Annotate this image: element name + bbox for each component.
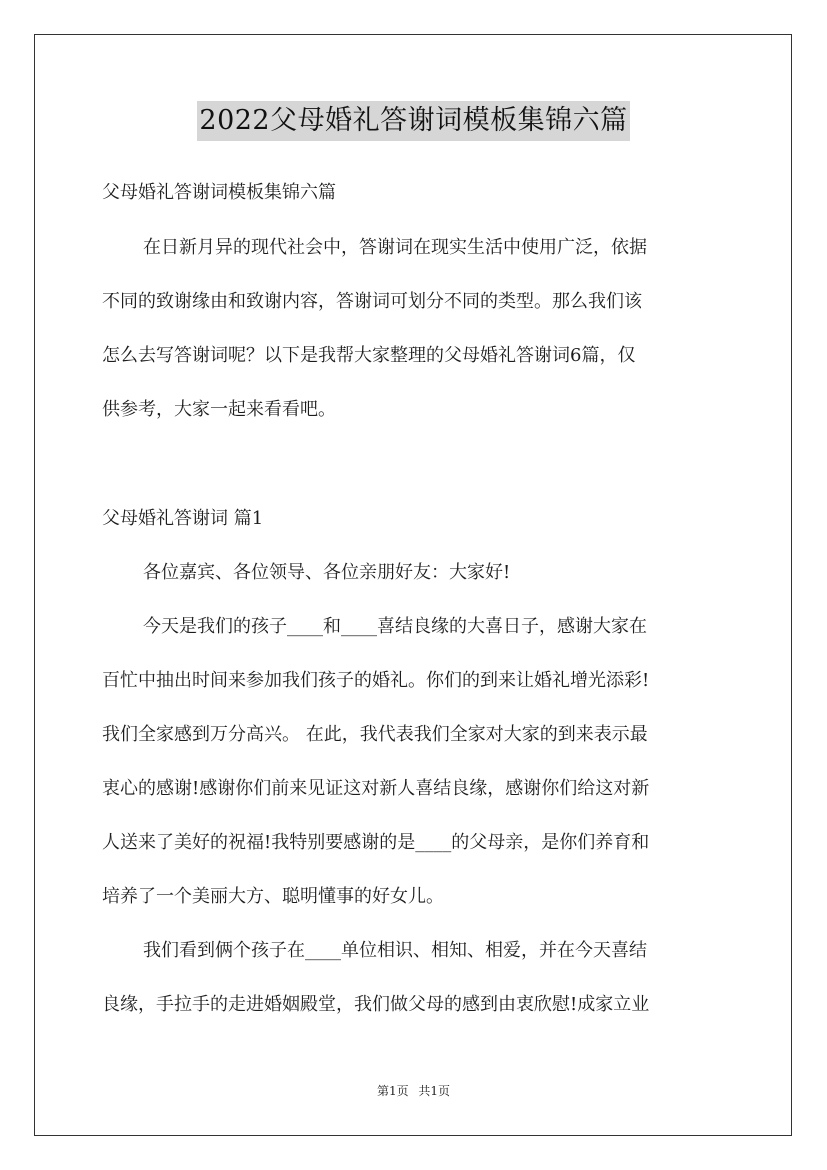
paragraph-line: 良缘，手拉手的走进婚姻殿堂，我们做父母的感到由衷欣慰!成家立业 [102,994,650,1015]
paragraph-line: 我们看到俩个孩子在____单位相识、相知、相爱，并在今天喜结 [143,940,647,961]
paragraph-line: 衷心的感谢!感谢你们前来见证这对新人喜结良缘，感谢你们给这对新 [102,778,650,799]
page-footer [0,1083,827,1099]
subtitle-line: 父母婚礼答谢词模板集锦六篇 [102,182,336,203]
paragraph-line: 今天是我们的孩子____和____喜结良缘的大喜日子，感谢大家在 [143,616,647,637]
title-container [0,101,827,141]
paragraph-line: 怎么去写答谢词呢？以下是我帮大家整理的父母婚礼答谢词6篇，仅 [102,345,636,366]
paragraph-line: 供参考，大家一起来看看吧。 [102,399,336,420]
paragraph-line: 各位嘉宾、各位领导、各位亲朋好友：大家好! [143,562,511,583]
paragraph-line: 不同的致谢缘由和致谢内容，答谢词可划分不同的类型。那么我们该 [102,291,642,312]
paragraph-line: 培养了一个美丽大方、聪明懂事的好女儿。 [102,886,444,907]
document-title: 2022父母婚礼答谢词模板集锦六篇 [197,101,629,141]
page-number: 第1页 [376,1084,409,1098]
section-heading: 父母婚礼答谢词 篇1 [102,508,264,529]
paragraph-line: 我们全家感到万分高兴。 在此，我代表我们全家对大家的到来表示最 [102,724,648,745]
paragraph-line: 在日新月异的现代社会中，答谢词在现实生活中使用广泛，依据 [143,237,647,258]
paragraph-line: 百忙中抽出时间来参加我们孩子的婚礼。你们的到来让婚礼增光添彩! [102,670,650,691]
page-total: 共1页 [418,1084,451,1098]
paragraph-line: 人送来了美好的祝福!我特别要感谢的是____的父母亲，是你们养育和 [102,832,650,853]
